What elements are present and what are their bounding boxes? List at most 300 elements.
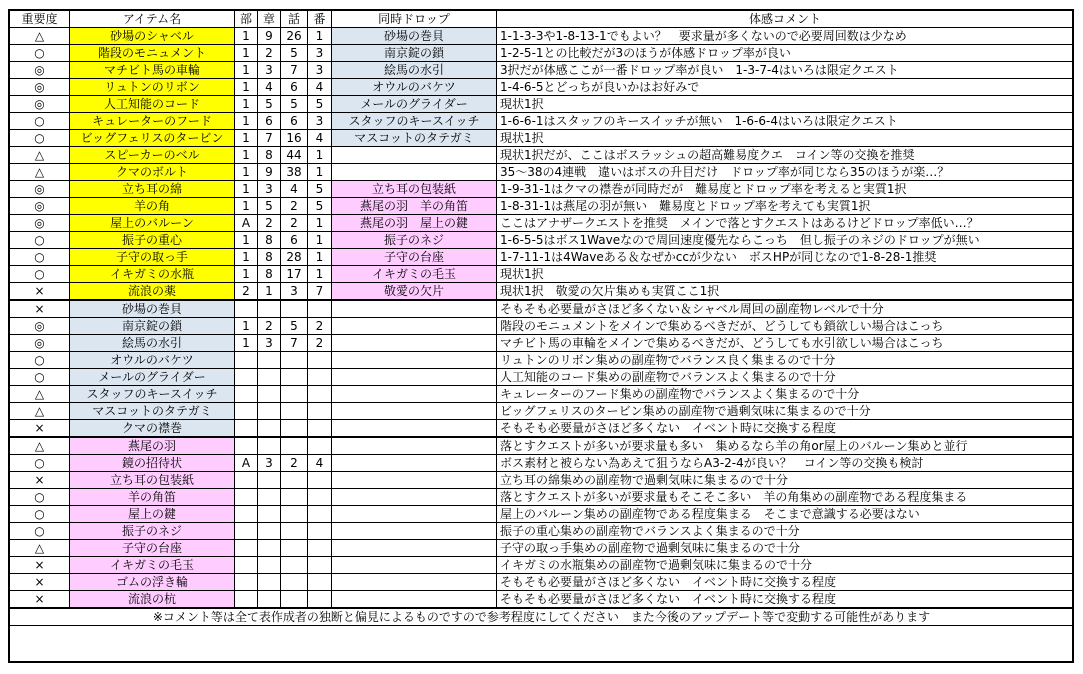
drop-cell: 燕尾の羽 屋上の鍵 — [332, 215, 497, 232]
item-name-cell: ゴムの浮き輪 — [70, 574, 235, 591]
bu-cell: 1 — [235, 232, 258, 249]
bu-cell — [235, 403, 258, 420]
episode-cell — [281, 437, 308, 455]
table-row — [10, 352, 1074, 369]
importance-cell: × — [10, 472, 70, 489]
drop-cell — [332, 455, 497, 472]
bu-cell — [235, 506, 258, 523]
table-row — [10, 164, 1074, 181]
chapter-cell: 4 — [258, 79, 281, 96]
bu-cell: A — [235, 455, 258, 472]
episode-cell — [281, 369, 308, 386]
bu-cell — [235, 437, 258, 455]
importance-cell: ○ — [10, 249, 70, 266]
table-row — [10, 455, 1074, 472]
item-name-cell: 絵馬の水引 — [70, 335, 235, 352]
importance-cell: ○ — [10, 506, 70, 523]
header-item-name: アイテム名 — [70, 11, 235, 28]
episode-cell: 44 — [281, 147, 308, 164]
bu-cell: 1 — [235, 266, 258, 283]
importance-cell: ◎ — [10, 215, 70, 232]
ban-cell: 2 — [308, 318, 332, 335]
drop-cell — [332, 557, 497, 574]
episode-cell — [281, 506, 308, 523]
drop-cell — [332, 369, 497, 386]
item-name-cell: 南京錠の鎖 — [70, 318, 235, 335]
item-name-cell: 鏡の招待状 — [70, 455, 235, 472]
comment-cell: ボス素材と被らない為あえて狙うならA3-2-4が良い？ コイン等の交換も検討 — [497, 455, 1074, 472]
comment-cell: 現状1択 敬愛の欠片集めも実質ここ1択 — [497, 283, 1074, 301]
table-row — [10, 283, 1074, 301]
item-name-cell: マスコットのタテガミ — [70, 403, 235, 420]
ban-cell — [308, 386, 332, 403]
importance-cell: ◎ — [10, 79, 70, 96]
item-name-cell: スタッフのキースイッチ — [70, 386, 235, 403]
bu-cell — [235, 420, 258, 438]
ban-cell — [308, 420, 332, 438]
drop-cell — [332, 318, 497, 335]
bu-cell: 1 — [235, 181, 258, 198]
bu-cell — [235, 352, 258, 369]
bu-cell: 1 — [235, 130, 258, 147]
episode-cell: 4 — [281, 181, 308, 198]
table-row — [10, 318, 1074, 335]
ban-cell — [308, 506, 332, 523]
importance-cell: ○ — [10, 455, 70, 472]
episode-cell — [281, 300, 308, 318]
chapter-cell — [258, 591, 281, 609]
chapter-cell — [258, 523, 281, 540]
episode-cell: 7 — [281, 62, 308, 79]
episode-cell: 6 — [281, 79, 308, 96]
chapter-cell — [258, 369, 281, 386]
drop-cell: 立ち耳の包装紙 — [332, 181, 497, 198]
table-row — [10, 249, 1074, 266]
bu-cell — [235, 540, 258, 557]
item-name-cell: 燕尾の羽 — [70, 437, 235, 455]
header-chapter: 章 — [258, 11, 281, 28]
chapter-cell: 1 — [258, 283, 281, 301]
item-table — [9, 10, 1074, 626]
bu-cell — [235, 591, 258, 609]
table-row — [10, 266, 1074, 283]
table-row — [10, 540, 1074, 557]
chapter-cell: 3 — [258, 455, 281, 472]
comment-cell: 現状1択 — [497, 130, 1074, 147]
importance-cell: △ — [10, 403, 70, 420]
comment-cell: 振子の重心集めの副産物でバランスよく集まるので十分 — [497, 523, 1074, 540]
episode-cell: 5 — [281, 318, 308, 335]
comment-cell: 人工知能のコード集めの副産物でバランスよく集まるので十分 — [497, 369, 1074, 386]
chapter-cell — [258, 574, 281, 591]
table-row — [10, 437, 1074, 455]
table-row — [10, 335, 1074, 352]
bu-cell: 1 — [235, 164, 258, 181]
chapter-cell: 3 — [258, 62, 281, 79]
comment-cell: そもそも必要量がさほど多くない イベント時に交換する程度 — [497, 420, 1074, 438]
table-row — [10, 386, 1074, 403]
table-row — [10, 369, 1074, 386]
ban-cell: 1 — [308, 232, 332, 249]
chapter-cell: 8 — [258, 249, 281, 266]
ban-cell: 2 — [308, 335, 332, 352]
bu-cell: A — [235, 215, 258, 232]
table-row — [10, 557, 1074, 574]
bu-cell — [235, 300, 258, 318]
comment-cell: そもそも必要量がさほど多くない＆シャベル周回の副産物レベルで十分 — [497, 300, 1074, 318]
chapter-cell: 5 — [258, 96, 281, 113]
importance-cell: ○ — [10, 45, 70, 62]
item-name-cell: 屋上のバルーン — [70, 215, 235, 232]
bu-cell — [235, 369, 258, 386]
table-row — [10, 232, 1074, 249]
item-name-cell: イキガミの毛玉 — [70, 557, 235, 574]
comment-cell: 子守の取っ手集めの副産物で過剰気味に集まるので十分 — [497, 540, 1074, 557]
table-row — [10, 403, 1074, 420]
table-row — [10, 300, 1074, 318]
comment-cell: そもそも必要量がさほど多くない イベント時に交換する程度 — [497, 591, 1074, 609]
header-comment: 体感コメント — [497, 11, 1074, 28]
ban-cell — [308, 352, 332, 369]
item-name-cell: 砂場のシャベル — [70, 28, 235, 45]
drop-cell — [332, 147, 497, 164]
item-name-cell: 流浪の杭 — [70, 591, 235, 609]
chapter-cell — [258, 403, 281, 420]
importance-cell: ○ — [10, 523, 70, 540]
item-name-cell: キュレーターのフード — [70, 113, 235, 130]
bu-cell: 1 — [235, 249, 258, 266]
comment-cell: リュトンのリボン集めの副産物でバランス良く集まるので十分 — [497, 352, 1074, 369]
bu-cell — [235, 523, 258, 540]
chapter-cell: 9 — [258, 28, 281, 45]
table-row — [10, 62, 1074, 79]
bu-cell: 1 — [235, 113, 258, 130]
chapter-cell: 2 — [258, 45, 281, 62]
bu-cell — [235, 386, 258, 403]
chapter-cell: 5 — [258, 198, 281, 215]
ban-cell: 1 — [308, 266, 332, 283]
header-importance: 重要度 — [10, 11, 70, 28]
chapter-cell — [258, 540, 281, 557]
bu-cell — [235, 472, 258, 489]
header-row — [10, 11, 1074, 28]
importance-cell: × — [10, 591, 70, 609]
comment-cell: 1-7-11-1は4Waveある＆なぜかccが少ない ボスHPが同じなので1-8-28-1推奨 — [497, 249, 1074, 266]
item-name-cell: マチビト馬の車輪 — [70, 62, 235, 79]
item-name-cell: リュトンのリボン — [70, 79, 235, 96]
ban-cell — [308, 369, 332, 386]
episode-cell: 17 — [281, 266, 308, 283]
item-name-cell: 振子の重心 — [70, 232, 235, 249]
ban-cell — [308, 489, 332, 506]
drop-cell — [332, 437, 497, 455]
drop-cell — [332, 540, 497, 557]
header-episode: 話 — [281, 11, 308, 28]
drop-cell — [332, 420, 497, 438]
episode-cell: 2 — [281, 215, 308, 232]
ban-cell: 4 — [308, 455, 332, 472]
chapter-cell: 3 — [258, 181, 281, 198]
episode-cell: 38 — [281, 164, 308, 181]
ban-cell: 4 — [308, 130, 332, 147]
ban-cell — [308, 557, 332, 574]
importance-cell: ○ — [10, 369, 70, 386]
comment-cell: 35～38の4連戦 違いはボスの升目だけ ドロップ率が同じなら35のほうが楽…？ — [497, 164, 1074, 181]
ban-cell — [308, 472, 332, 489]
drop-cell: 燕尾の羽 羊の角笛 — [332, 198, 497, 215]
item-name-cell: 立ち耳の綿 — [70, 181, 235, 198]
chapter-cell — [258, 300, 281, 318]
comment-cell: 1-9-31-1はクマの襟巻が同時だが 難易度とドロップ率を考えると実質1択 — [497, 181, 1074, 198]
table-row — [10, 215, 1074, 232]
episode-cell — [281, 386, 308, 403]
comment-cell: 現状1択だが、ここはボスラッシュの超高難易度クエ コイン等の交換を推奨 — [497, 147, 1074, 164]
importance-cell: △ — [10, 386, 70, 403]
ban-cell: 1 — [308, 28, 332, 45]
episode-cell — [281, 489, 308, 506]
drop-cell — [332, 472, 497, 489]
footer-note: ※コメント等は全て表作成者の独断と偏見によるものですので参考程度にしてください また今後のアップデート等で変動する可能性があります — [10, 608, 1074, 626]
header-ban: 番 — [308, 11, 332, 28]
item-name-cell: イキガミの水瓶 — [70, 266, 235, 283]
comment-cell: イキガミの水瓶集めの副産物で過剰気味に集まるので十分 — [497, 557, 1074, 574]
comment-cell: マチビト馬の車輪をメインで集めるべきだが、どうしても水引欲しい場合はこっち — [497, 335, 1074, 352]
chapter-cell — [258, 489, 281, 506]
episode-cell: 6 — [281, 113, 308, 130]
chapter-cell — [258, 420, 281, 438]
importance-cell: △ — [10, 437, 70, 455]
episode-cell — [281, 557, 308, 574]
item-name-cell: ビッグフェリスのタービン — [70, 130, 235, 147]
importance-cell: ◎ — [10, 62, 70, 79]
importance-cell: × — [10, 574, 70, 591]
header-bu: 部 — [235, 11, 258, 28]
chapter-cell: 8 — [258, 147, 281, 164]
table-row — [10, 591, 1074, 609]
ban-cell: 7 — [308, 283, 332, 301]
item-name-cell: 屋上の鍵 — [70, 506, 235, 523]
item-name-cell: 階段のモニュメント — [70, 45, 235, 62]
episode-cell: 2 — [281, 198, 308, 215]
drop-cell — [332, 386, 497, 403]
episode-cell: 3 — [281, 283, 308, 301]
importance-cell: ◎ — [10, 181, 70, 198]
chapter-cell: 8 — [258, 266, 281, 283]
drop-cell — [332, 574, 497, 591]
chapter-cell: 8 — [258, 232, 281, 249]
drop-cell: メールのグライダー — [332, 96, 497, 113]
bu-cell: 1 — [235, 147, 258, 164]
ban-cell: 4 — [308, 79, 332, 96]
table-row — [10, 489, 1074, 506]
table-row — [10, 96, 1074, 113]
item-name-cell: 子守の取っ手 — [70, 249, 235, 266]
item-name-cell: 羊の角笛 — [70, 489, 235, 506]
ban-cell — [308, 523, 332, 540]
episode-cell: 26 — [281, 28, 308, 45]
ban-cell: 1 — [308, 249, 332, 266]
header-drop: 同時ドロップ — [332, 11, 497, 28]
importance-cell: × — [10, 420, 70, 438]
bu-cell: 1 — [235, 62, 258, 79]
episode-cell — [281, 591, 308, 609]
importance-cell: ◎ — [10, 318, 70, 335]
item-name-cell: オウルのバケツ — [70, 352, 235, 369]
episode-cell: 6 — [281, 232, 308, 249]
item-name-cell: スピーカーのベル — [70, 147, 235, 164]
comment-cell: 3択だが体感ここが一番ドロップ率が良い 1-3-7-4はいろは限定クエスト — [497, 62, 1074, 79]
importance-cell: × — [10, 300, 70, 318]
table-row — [10, 506, 1074, 523]
drop-cell — [332, 335, 497, 352]
episode-cell: 16 — [281, 130, 308, 147]
item-name-cell: 子守の台座 — [70, 540, 235, 557]
chapter-cell: 2 — [258, 318, 281, 335]
item-name-cell: クマの襟巻 — [70, 420, 235, 438]
ban-cell: 1 — [308, 164, 332, 181]
bu-cell: 1 — [235, 335, 258, 352]
episode-cell: 5 — [281, 96, 308, 113]
importance-cell: ○ — [10, 489, 70, 506]
item-name-cell: 振子のネジ — [70, 523, 235, 540]
episode-cell: 5 — [281, 45, 308, 62]
ban-cell — [308, 591, 332, 609]
table-row — [10, 28, 1074, 45]
item-name-cell: 人工知能のコード — [70, 96, 235, 113]
drop-cell — [332, 352, 497, 369]
bu-cell: 1 — [235, 198, 258, 215]
episode-cell — [281, 523, 308, 540]
table-row — [10, 79, 1074, 96]
chapter-cell: 6 — [258, 113, 281, 130]
episode-cell — [281, 352, 308, 369]
comment-cell: 1-4-6-5とどっちが良いかはお好みで — [497, 79, 1074, 96]
ban-cell: 3 — [308, 62, 332, 79]
item-name-cell: 羊の角 — [70, 198, 235, 215]
drop-cell — [332, 591, 497, 609]
drop-cell — [332, 403, 497, 420]
drop-cell — [332, 489, 497, 506]
drop-cell: 砂場の巻貝 — [332, 28, 497, 45]
bu-cell: 1 — [235, 45, 258, 62]
comment-cell: 現状1択 — [497, 96, 1074, 113]
item-name-cell: クマのボルト — [70, 164, 235, 181]
chapter-cell: 9 — [258, 164, 281, 181]
bu-cell: 2 — [235, 283, 258, 301]
comment-cell: 1-2-5-1との比較だが3のほうが体感ドロップ率が良い — [497, 45, 1074, 62]
bu-cell: 1 — [235, 79, 258, 96]
item-name-cell: 立ち耳の包装紙 — [70, 472, 235, 489]
drop-cell: イキガミの毛玉 — [332, 266, 497, 283]
episode-cell: 2 — [281, 455, 308, 472]
importance-cell: △ — [10, 540, 70, 557]
importance-cell: × — [10, 557, 70, 574]
table-row — [10, 198, 1074, 215]
drop-cell — [332, 506, 497, 523]
ban-cell: 5 — [308, 198, 332, 215]
comment-cell: 1-8-31-1は燕尾の羽が無い 難易度とドロップ率を考えても実質1択 — [497, 198, 1074, 215]
importance-cell: × — [10, 283, 70, 301]
chapter-cell: 3 — [258, 335, 281, 352]
drop-cell: 振子のネジ — [332, 232, 497, 249]
importance-cell: ○ — [10, 130, 70, 147]
comment-cell: 階段のモニュメントをメインで集めるべきだが、どうしても鎖欲しい場合はこっち — [497, 318, 1074, 335]
table-row — [10, 147, 1074, 164]
episode-cell — [281, 574, 308, 591]
ban-cell — [308, 403, 332, 420]
comment-cell: 落とすクエストが多いが要求量もそこそこ多い 羊の角集めの副産物である程度集まる — [497, 489, 1074, 506]
ban-cell: 5 — [308, 181, 332, 198]
importance-cell: ◎ — [10, 96, 70, 113]
bu-cell: 1 — [235, 318, 258, 335]
table-row — [10, 45, 1074, 62]
drop-cell: 絵馬の水引 — [332, 62, 497, 79]
episode-cell — [281, 540, 308, 557]
chapter-cell: 7 — [258, 130, 281, 147]
importance-cell: △ — [10, 28, 70, 45]
chapter-cell — [258, 352, 281, 369]
ban-cell — [308, 574, 332, 591]
episode-cell — [281, 420, 308, 438]
chapter-cell — [258, 557, 281, 574]
ban-cell: 3 — [308, 45, 332, 62]
episode-cell: 28 — [281, 249, 308, 266]
ban-cell — [308, 300, 332, 318]
drop-cell — [332, 164, 497, 181]
drop-cell: 子守の台座 — [332, 249, 497, 266]
ban-cell: 3 — [308, 113, 332, 130]
footer-row — [10, 608, 1074, 626]
comment-cell: 屋上のバルーン集めの副産物である程度集まる そこまで意識する必要はない — [497, 506, 1074, 523]
table-row — [10, 130, 1074, 147]
table-row — [10, 472, 1074, 489]
comment-cell: ここはアナザークエストを推奨 メインで落とすクエストはあるけどドロップ率低い…？ — [497, 215, 1074, 232]
comment-cell: 現状1択 — [497, 266, 1074, 283]
importance-cell: ○ — [10, 232, 70, 249]
drop-cell: マスコットのタテガミ — [332, 130, 497, 147]
comment-cell: 1-6-6-1はスタッフのキースイッチが無い 1-6-6-4はいろは限定クエスト — [497, 113, 1074, 130]
item-name-cell: 流浪の薬 — [70, 283, 235, 301]
chapter-cell — [258, 506, 281, 523]
comment-cell: ビッグフェリスのタービン集めの副産物で過剰気味に集まるので十分 — [497, 403, 1074, 420]
episode-cell — [281, 403, 308, 420]
importance-cell: △ — [10, 164, 70, 181]
chapter-cell — [258, 386, 281, 403]
drop-cell: 敬愛の欠片 — [332, 283, 497, 301]
drop-cell: オウルのバケツ — [332, 79, 497, 96]
bu-cell — [235, 489, 258, 506]
comment-cell: 1-6-5-5はボス1Waveなので周回速度優先ならこっち 但し振子のネジのドロップが無い — [497, 232, 1074, 249]
comment-cell: 1-1-3-3や1-8-13-1でもよい？ 要求量が多くないので必要周回数は少なめ — [497, 28, 1074, 45]
importance-cell: ◎ — [10, 335, 70, 352]
chapter-cell — [258, 472, 281, 489]
bu-cell: 1 — [235, 96, 258, 113]
chapter-cell: 2 — [258, 215, 281, 232]
ban-cell: 1 — [308, 215, 332, 232]
ban-cell — [308, 437, 332, 455]
table-row — [10, 420, 1074, 438]
comment-cell: 落とすクエストが多いが要求量も多い 集めるなら羊の角or屋上のバルーン集めと並行 — [497, 437, 1074, 455]
importance-cell: ○ — [10, 352, 70, 369]
episode-cell: 7 — [281, 335, 308, 352]
bu-cell — [235, 574, 258, 591]
drop-cell — [332, 523, 497, 540]
table-row — [10, 523, 1074, 540]
item-name-cell: 砂場の巻貝 — [70, 300, 235, 318]
importance-cell: ○ — [10, 113, 70, 130]
drop-cell: スタッフのキースイッチ — [332, 113, 497, 130]
comment-cell: 立ち耳の綿集めの副産物で過剰気味に集まるので十分 — [497, 472, 1074, 489]
